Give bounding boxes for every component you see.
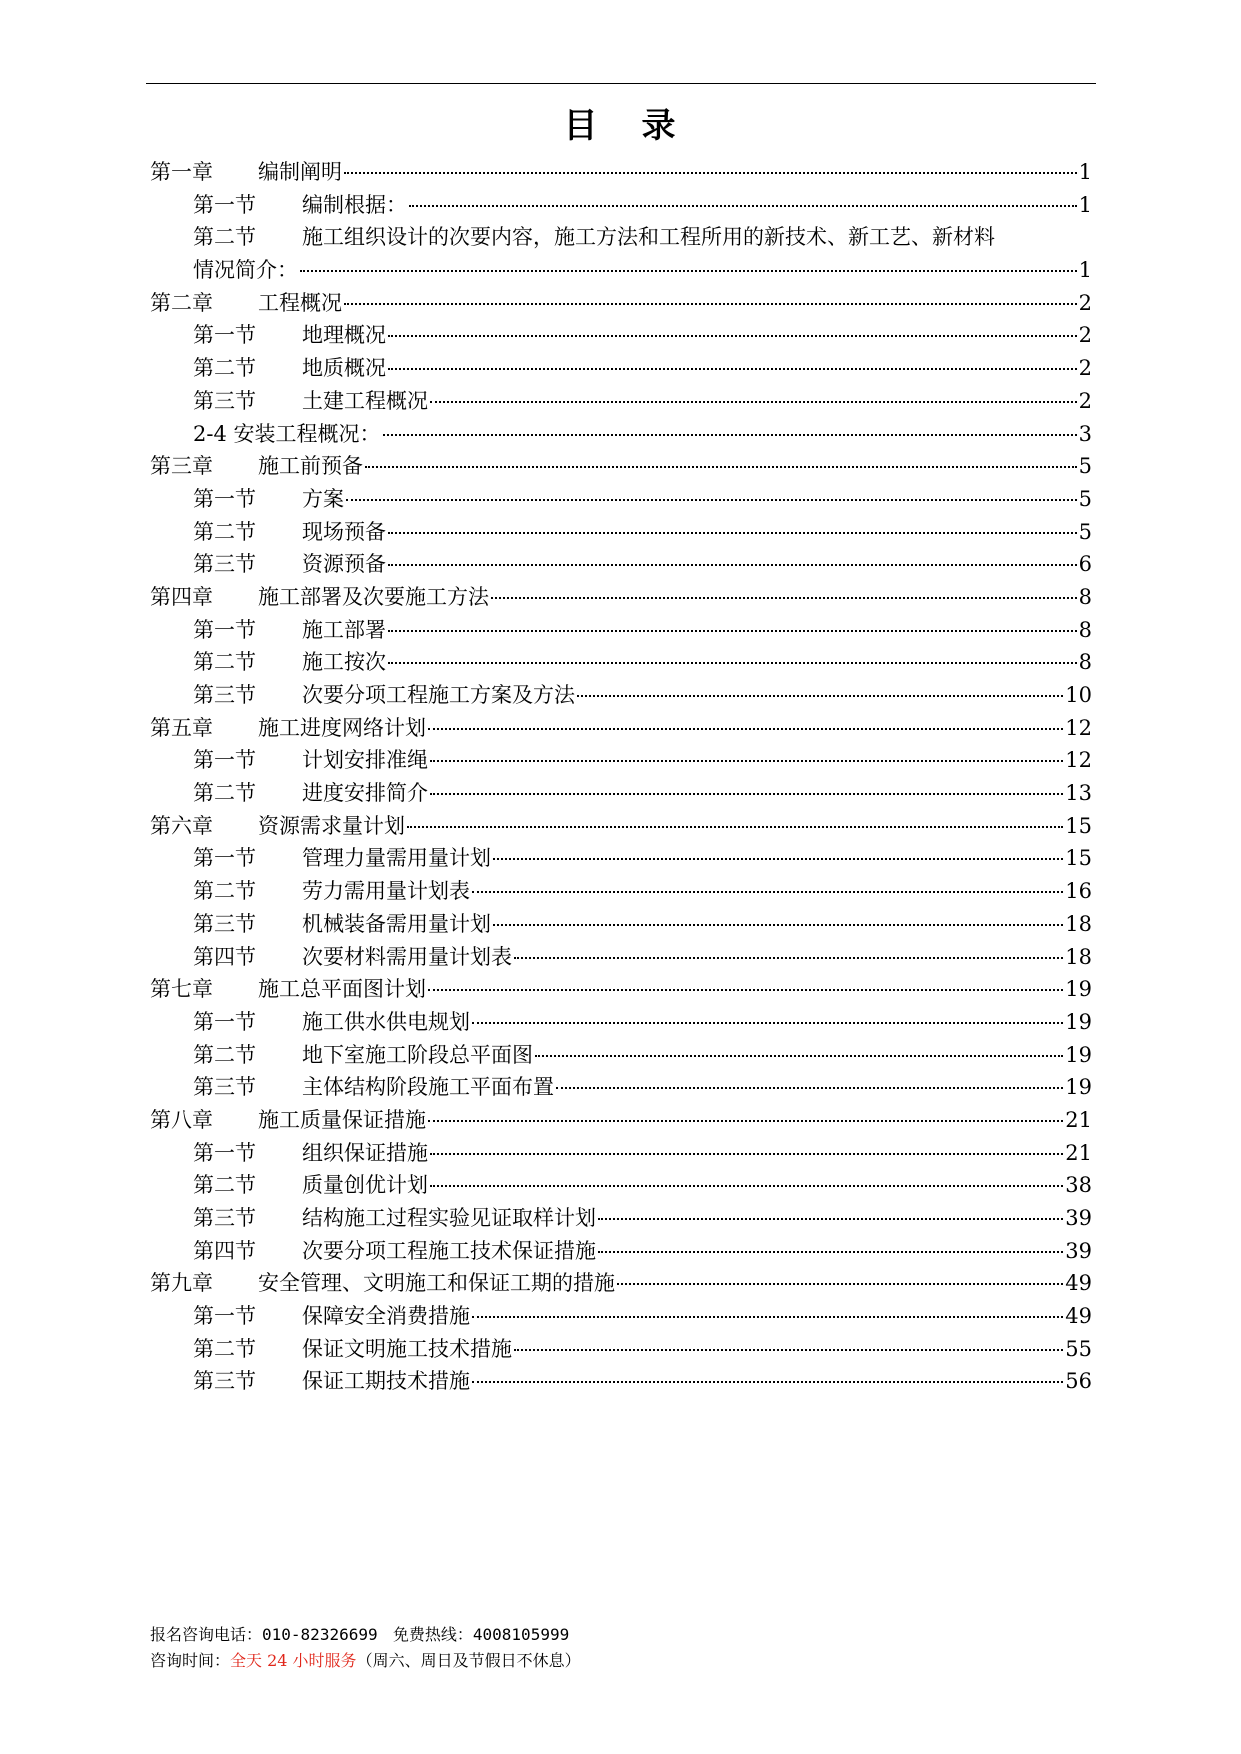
toc-entry[interactable] [150, 221, 1092, 254]
toc-entry-page: 12 [1065, 715, 1092, 740]
toc-leader-dots [430, 1153, 1063, 1155]
toc-entry-page: 38 [1065, 1173, 1092, 1198]
toc-entry-page: 21 [1065, 1107, 1092, 1132]
toc-entry[interactable] [150, 1169, 1092, 1202]
toc-entry-title: 土建工程概况 [302, 388, 428, 413]
toc-entry[interactable] [150, 352, 1092, 385]
toc-entry-title: 施工组织设计的次要内容，施工方法和工程所用的新技术、新工艺、新材料 [302, 225, 995, 250]
toc-entry-title: 地质概况 [302, 356, 386, 381]
toc-entry-label: 第四节 [193, 944, 256, 969]
toc-leader-dots [428, 1120, 1063, 1122]
footer-time-line [150, 1648, 581, 1674]
toc-leader-dots [428, 728, 1063, 730]
toc-entry-label: 第二节 [193, 225, 256, 250]
toc-entry[interactable] [150, 646, 1092, 679]
toc-entry[interactable] [150, 679, 1092, 712]
toc-entry-title: 资源预备 [302, 552, 386, 577]
toc-leader-dots [344, 303, 1077, 305]
toc-entry-label: 第二节 [193, 1336, 256, 1361]
toc-entry[interactable] [150, 581, 1092, 614]
toc-entry-title: 施工前预备 [258, 454, 363, 479]
toc-entry-label: 第三节 [193, 388, 256, 413]
toc-entry-label: 第一节 [193, 323, 256, 348]
toc-leader-dots [472, 1022, 1063, 1024]
toc-entry-label: 第一章 [150, 160, 213, 184]
toc-entry-label: 第一节 [193, 486, 256, 511]
toc-entry[interactable] [150, 483, 1092, 516]
toc-entry-title: 地下室施工阶段总平面图 [302, 1042, 533, 1067]
toc-entry-page: 18 [1065, 944, 1092, 969]
toc-entry-label: 第二节 [193, 650, 256, 675]
toc-entry-page: 49 [1065, 1271, 1092, 1296]
toc-entry-label: 第二节 [193, 356, 256, 381]
toc-entry-page: 55 [1065, 1336, 1092, 1361]
toc-leader-dots [514, 957, 1063, 959]
toc-entry-page: 2 [1078, 290, 1092, 315]
toc-entry-label: 第五章 [150, 715, 213, 740]
toc-entry-label: 第二节 [193, 1173, 256, 1198]
toc-entry-title: 保证工期技术措施 [302, 1369, 470, 1394]
toc-entry-title: 次要材料需用量计划表 [302, 944, 512, 969]
footer-phone-line [150, 1622, 581, 1648]
page-title [0, 98, 1241, 147]
toc-entry-label: 第一节 [193, 1009, 256, 1034]
toc-entry[interactable] [150, 1235, 1092, 1268]
toc-entry-title: 进度安排简介 [302, 781, 428, 806]
toc-leader-dots [577, 695, 1063, 697]
toc-entry-page: 39 [1065, 1206, 1092, 1230]
toc-entry-title: 施工进度网络计划 [258, 715, 426, 740]
toc-entry-label: 第二节 [193, 781, 256, 806]
toc-entry[interactable] [150, 1137, 1092, 1170]
toc-leader-dots [472, 1316, 1063, 1318]
toc-entry[interactable] [150, 418, 1092, 451]
toc-entry-label: 第一节 [193, 1140, 256, 1165]
toc-entry-title: 次要分项工程施工技术保证措施 [302, 1238, 596, 1263]
toc-entry-title: 结构施工过程实验见证取样计划 [302, 1206, 596, 1230]
toc-entry-title: 施工部署 [302, 617, 386, 642]
toc-entry[interactable] [150, 385, 1092, 418]
toc-leader-dots [493, 858, 1063, 860]
toc-entry-title: 资源需求量计划 [258, 813, 405, 838]
toc-entry[interactable] [150, 908, 1092, 941]
toc-leader-dots [514, 1349, 1063, 1351]
toc-leader-dots [472, 1381, 1063, 1383]
toc-entry-page: 16 [1065, 879, 1092, 904]
toc-entry-label: 第三节 [193, 683, 256, 707]
toc-entry-label: 第二节 [193, 1042, 256, 1067]
toc-leader-dots [300, 270, 1077, 272]
toc-entry-page: 15 [1065, 846, 1092, 871]
toc-entry-title: 机械装备需用量计划 [302, 911, 491, 936]
toc-entry-page: 1 [1078, 258, 1092, 283]
toc-entry-title: 安全管理、文明施工和保证工期的措施 [258, 1271, 615, 1296]
toc-leader-dots [365, 466, 1077, 468]
toc-entry-title: 施工供水供电规划 [302, 1009, 470, 1034]
title-char-1: 目 [563, 106, 600, 146]
toc-entry[interactable] [150, 319, 1092, 352]
toc-entry[interactable] [150, 1365, 1092, 1398]
toc-entry-title: 施工按次 [302, 650, 386, 675]
toc-entry[interactable] [150, 1333, 1092, 1366]
toc-entry-title: 保障安全消费措施 [302, 1304, 470, 1329]
toc-entry-page: 1 [1078, 192, 1092, 217]
toc-leader-dots [407, 826, 1063, 828]
toc-leader-dots [346, 499, 1077, 501]
toc-entry-label: 第一节 [193, 1304, 256, 1329]
toc-entry-label: 第九章 [150, 1271, 213, 1296]
toc-entry-page: 3 [1078, 421, 1092, 446]
toc-entry-page: 56 [1065, 1369, 1092, 1394]
toc-entry-title-continuation: 情况简介： [193, 258, 298, 283]
toc-entry-label: 第二章 [150, 290, 213, 315]
toc-entry-page: 12 [1065, 748, 1092, 773]
toc-entry-title: 工程概况 [258, 290, 342, 315]
toc-entry-title: 方案 [302, 486, 344, 511]
toc-entry-page: 19 [1065, 1042, 1092, 1067]
toc-entry-title: 计划安排准绳 [302, 748, 428, 773]
toc-entry-title: 次要分项工程施工方案及方法 [302, 683, 575, 707]
toc-entry[interactable] [150, 1202, 1092, 1235]
toc-leader-dots [493, 924, 1063, 926]
toc-entry-label: 第一节 [193, 617, 256, 642]
toc-entry-label: 第一节 [193, 846, 256, 871]
toc-leader-dots [491, 597, 1077, 599]
toc-entry-page: 21 [1065, 1140, 1092, 1165]
time-highlight: 全天 24 小时服务 [230, 1651, 357, 1670]
toc-entry-page: 8 [1078, 650, 1092, 675]
toc-leader-dots [430, 401, 1077, 403]
toc-entry[interactable] [150, 875, 1092, 908]
toc-leader-dots [430, 793, 1063, 795]
time-label: 咨询时间： [150, 1651, 231, 1670]
toc-entry-page: 8 [1078, 584, 1092, 609]
toc-leader-dots [388, 564, 1077, 566]
toc-entry-page: 15 [1065, 813, 1092, 838]
toc-entry[interactable] [150, 450, 1092, 483]
toc-entry-label: 第二节 [193, 519, 256, 544]
toc-entry-title: 施工质量保证措施 [258, 1107, 426, 1132]
toc-entry-label: 第三节 [193, 1206, 256, 1230]
toc-entry-title: 编制根据： [302, 192, 407, 217]
toc-entry-title: 组织保证措施 [302, 1140, 428, 1165]
toc-entry-label: 第一节 [193, 748, 256, 773]
toc-entry-title: 编制阐明 [258, 160, 342, 184]
toc-entry[interactable] [150, 777, 1092, 810]
toc-leader-dots [556, 1087, 1063, 1089]
toc-entry-page: 13 [1065, 781, 1092, 806]
toc-leader-dots [598, 1218, 1063, 1220]
toc-entry-title: 保证文明施工技术措施 [302, 1336, 512, 1361]
toc-leader-dots [388, 532, 1077, 534]
toc-leader-dots [409, 205, 1077, 207]
toc-entry-page: 19 [1065, 1075, 1092, 1100]
toc-entry-label: 第八章 [150, 1107, 213, 1132]
toc-entry-page: 19 [1065, 977, 1092, 1002]
toc-leader-dots [388, 630, 1077, 632]
toc-entry-title: 现场预备 [302, 519, 386, 544]
toc-entry-page: 2 [1078, 356, 1092, 381]
toc-entry[interactable] [150, 287, 1092, 320]
toc-entry-page: 39 [1065, 1238, 1092, 1263]
toc-leader-dots [388, 662, 1077, 664]
toc-entry[interactable] [150, 614, 1092, 647]
toc-leader-dots [383, 434, 1077, 436]
toc-entry-page: 19 [1065, 1009, 1092, 1034]
toc-entry-page: 5 [1078, 454, 1092, 479]
toc-entry-label: 第四节 [193, 1238, 256, 1263]
toc-entry[interactable] [150, 548, 1092, 581]
toc-entry[interactable] [150, 1104, 1092, 1137]
toc-entry[interactable] [150, 1039, 1092, 1072]
toc-entry[interactable] [150, 1267, 1092, 1300]
toc-entry-title: 质量创优计划 [302, 1173, 428, 1198]
toc-entry[interactable] [150, 1071, 1092, 1104]
toc-entry-label: 第三节 [193, 1075, 256, 1100]
toc-entry-label: 第七章 [150, 977, 213, 1002]
toc-leader-dots [388, 335, 1077, 337]
header-rule [146, 83, 1096, 84]
toc-entry-continuation[interactable] [150, 254, 1092, 287]
toc-entry[interactable] [150, 516, 1092, 549]
toc-entry-title: 劳力需用量计划表 [302, 879, 470, 904]
toc-entry[interactable] [150, 973, 1092, 1006]
toc-leader-dots [430, 1185, 1063, 1187]
toc-entry-page: 5 [1078, 486, 1092, 511]
toc-entry-page: 2 [1078, 388, 1092, 413]
toc-leader-dots [388, 368, 1077, 370]
toc-entry[interactable] [150, 941, 1092, 974]
time-note: （周六、周日及节假日不休息） [356, 1651, 581, 1670]
phone-number: 010-82326699 [262, 1625, 378, 1644]
toc-leader-dots [535, 1055, 1063, 1057]
toc-entry-title: 2-4 安装工程概况： [193, 421, 381, 446]
toc-entry-title: 主体结构阶段施工平面布置 [302, 1075, 554, 1100]
toc-leader-dots [598, 1251, 1063, 1253]
toc-entry[interactable] [150, 810, 1092, 843]
toc-entry-label: 第四章 [150, 584, 213, 609]
toc-entry-title: 施工部署及次要施工方法 [258, 584, 489, 609]
hotline-label: 免费热线： [392, 1625, 473, 1644]
toc-entry-title: 管理力量需用量计划 [302, 846, 491, 871]
toc-entry-title: 施工总平面图计划 [258, 977, 426, 1002]
toc-entry-label: 第三节 [193, 1369, 256, 1394]
hotline-number: 4008105999 [472, 1625, 570, 1644]
toc-entry[interactable] [150, 1006, 1092, 1039]
toc-entry[interactable] [150, 842, 1092, 875]
title-char-2: 录 [641, 106, 678, 146]
toc-entry-label: 第六章 [150, 813, 213, 838]
footer [150, 1622, 581, 1674]
toc-entry[interactable] [150, 712, 1092, 745]
toc-entry-label: 第三章 [150, 454, 213, 479]
toc-leader-dots [344, 172, 1077, 174]
toc-entry-page: 5 [1078, 519, 1092, 544]
toc-entry-title: 地理概况 [302, 323, 386, 348]
toc-entry-page: 2 [1078, 323, 1092, 348]
toc-entry[interactable] [150, 189, 1092, 222]
toc-leader-dots [472, 891, 1063, 893]
toc-entry-label: 第二节 [193, 879, 256, 904]
toc-leader-dots [617, 1283, 1063, 1285]
toc-entry-page: 1 [1078, 160, 1092, 184]
toc-entry[interactable] [150, 1300, 1092, 1333]
toc-entry-page: 18 [1065, 911, 1092, 936]
toc-entry-page: 8 [1078, 617, 1092, 642]
toc-entry-label: 第三节 [193, 552, 256, 577]
phone-label: 报名咨询电话： [150, 1625, 263, 1644]
toc-leader-dots [430, 760, 1063, 762]
toc-entry-label: 第三节 [193, 911, 256, 936]
toc-entry-page: 10 [1065, 683, 1092, 707]
table-of-contents [150, 156, 1092, 1398]
toc-entry[interactable] [150, 156, 1092, 189]
toc-entry-page: 49 [1065, 1304, 1092, 1329]
toc-entry-page: 6 [1078, 552, 1092, 577]
toc-entry-label: 第一节 [193, 192, 256, 217]
toc-leader-dots [428, 989, 1063, 991]
toc-entry[interactable] [150, 744, 1092, 777]
